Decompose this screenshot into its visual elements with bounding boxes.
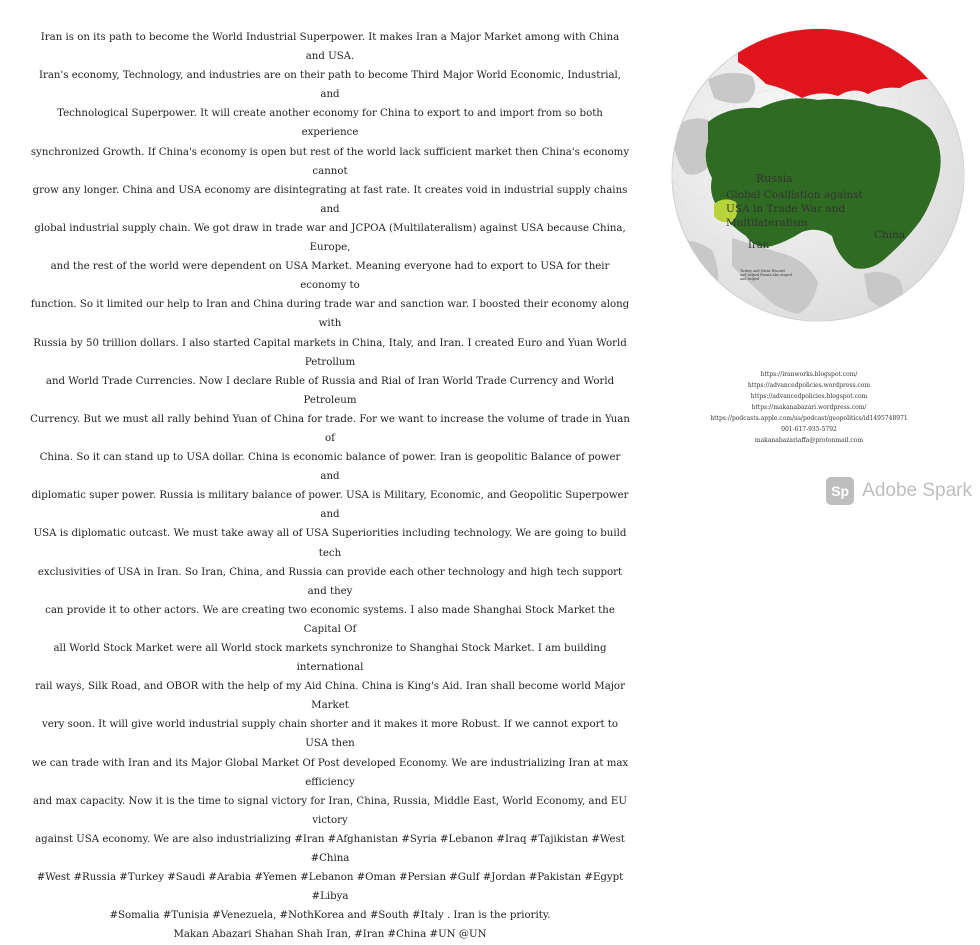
essay-line: China. So it can stand up to USA dollar. China is economic balance of power. Iran is geopolitic Balance of power and: [39, 452, 621, 483]
essay-line: Iran is on its path to become the World Industrial Superpower. It makes Iran a Major Market among with China and USA.: [40, 32, 620, 63]
label-coalition-line3: Multilateralism: [726, 217, 808, 229]
essay-line: diplomatic super power. Russia is military balance of power. USA is Military, Economic, and Geopolitic Superpower and: [31, 490, 629, 521]
map-small-note: and helped: [740, 277, 760, 281]
africa-land: [668, 240, 719, 325]
essay-line: exclusivities of USA in Iran. So Iran, China, and Russia can provide each other technology and high tech support and they: [37, 566, 623, 597]
essay-line: and max capacity. Now it is the time to signal victory for Iran, China, Russia, Middle East, World Economy, and EU victory: [33, 795, 627, 826]
watermark-text: Adobe Spark: [862, 480, 972, 501]
adobe-spark-watermark: [826, 475, 972, 507]
blog-link[interactable]: https://advancedpolicies.wordpress.com: [747, 382, 871, 389]
blog-link[interactable]: https://advancedpolicies.blogspot.com: [750, 393, 868, 400]
essay-line: and World Trade Currencies. Now I declare Ruble of Russia and Rial of Iran World Trade Currency and World Petroleum: [45, 375, 615, 406]
essay-line: USA is diplomatic outcast. We must take away all of USA Superiorities including technology. We are going to build tech: [33, 528, 627, 559]
phone-number: 001-617-935-5792: [781, 426, 837, 433]
essay-line: Russia by 50 trillion dollars. I also started Capital markets in China, Italy, and Iran. I created Euro and Yuan World Petrollum: [33, 337, 627, 368]
essay-line: function. So it limited our help to Iran and China during trade war and sanction war. I boosted their economy along with: [30, 299, 630, 330]
label-china: China: [874, 229, 906, 241]
map-small-note: Turkey and Qatar Discord: [740, 269, 785, 273]
essay-line: and the rest of the world were dependent on USA Market. Meaning everyone had to export to USA for their economy to: [50, 261, 610, 292]
label-iran: Iran: [748, 240, 770, 251]
spark-logo-icon: Sp: [826, 477, 854, 505]
essay-line: Iran's economy, Technology, and industries are on their path to become Third Major World Economic, Industrial, and: [38, 70, 622, 101]
essay-signature: Makan Abazari Shahan Shah Iran, #Iran #China #UN @UN: [173, 929, 487, 941]
label-coalition-line1: Global Coallistion against: [726, 189, 863, 201]
essay-line: Technological Superpower. It will create another economy for China to export to and import from so both experience: [57, 108, 603, 139]
essay-text-block: [30, 28, 630, 945]
globe-map: [668, 10, 968, 340]
podcast-link[interactable]: https://podcasts.apple.com/us/podcast/geopolitics/id1495748971: [710, 415, 908, 422]
essay-line: synchronized Growth. If China's economy is open but rest of the world lack sufficient market then China's economy cannot: [30, 146, 630, 177]
map-small-note: and helped Russia also stayed: [740, 273, 792, 277]
essay-line: can provide it to other actors. We are creating two economic systems. I also made Shanghai Stock Market the Capital Of: [45, 604, 615, 635]
essay-line: grow any longer. China and USA economy are disintegrating at fast rate. It creates void in industrial supply chains and: [32, 184, 628, 215]
essay-line: Currency. But we must all rally behind Yuan of China for trade. For we want to increase the volume of trade in Yuan of: [30, 413, 630, 444]
essay-line: #Somalia #Tunisia #Venezuela, #NothKorea and #South #Italy . Iran is the priority.: [109, 910, 551, 922]
label-russia: Russia: [756, 172, 793, 185]
blog-link[interactable]: https://makanabazari.wordpress.com/: [751, 404, 867, 411]
essay-line: global industrial supply chain. We got draw in trade war and JCPOA (Multilateralism) against USA because China, Europe,: [34, 222, 626, 254]
globe-svg: [668, 10, 968, 340]
links-list: [684, 369, 934, 446]
essay-line: against USA economy. We are also industrializing #Iran #Afghanistan #Syria #Lebanon #Iraq #Tajikistan #West #China: [35, 833, 625, 865]
essay-line: #West #Russia #Turkey #Saudi #Arabia #Yemen #Lebanon #Oman #Persian #Gulf #Jordan #Pakistan #Egypt #Libya: [36, 872, 624, 903]
blog-link[interactable]: https://iranworks.blogspot.com/: [760, 371, 858, 378]
essay-line: all World Stock Market were all World stock markets synchronize to Shanghai Stock Market. I am building international: [53, 643, 607, 674]
essay-line: we can trade with Iran and its Major Global Market Of Post developed Economy. We are industrializing Iran at max efficiency: [31, 757, 629, 788]
label-coalition-line2: USA in Trade War and: [726, 203, 846, 215]
email-address[interactable]: makanabazariaffa@protonmail.com: [754, 437, 864, 444]
essay-line: rail ways, Silk Road, and OBOR with the help of my Aid China. China is King's Aid. Iran shall become world Major Market: [35, 681, 625, 712]
essay-line: very soon. It will give world industrial supply chain shorter and it makes it more Robust. If we cannot export to USA then: [41, 719, 619, 750]
